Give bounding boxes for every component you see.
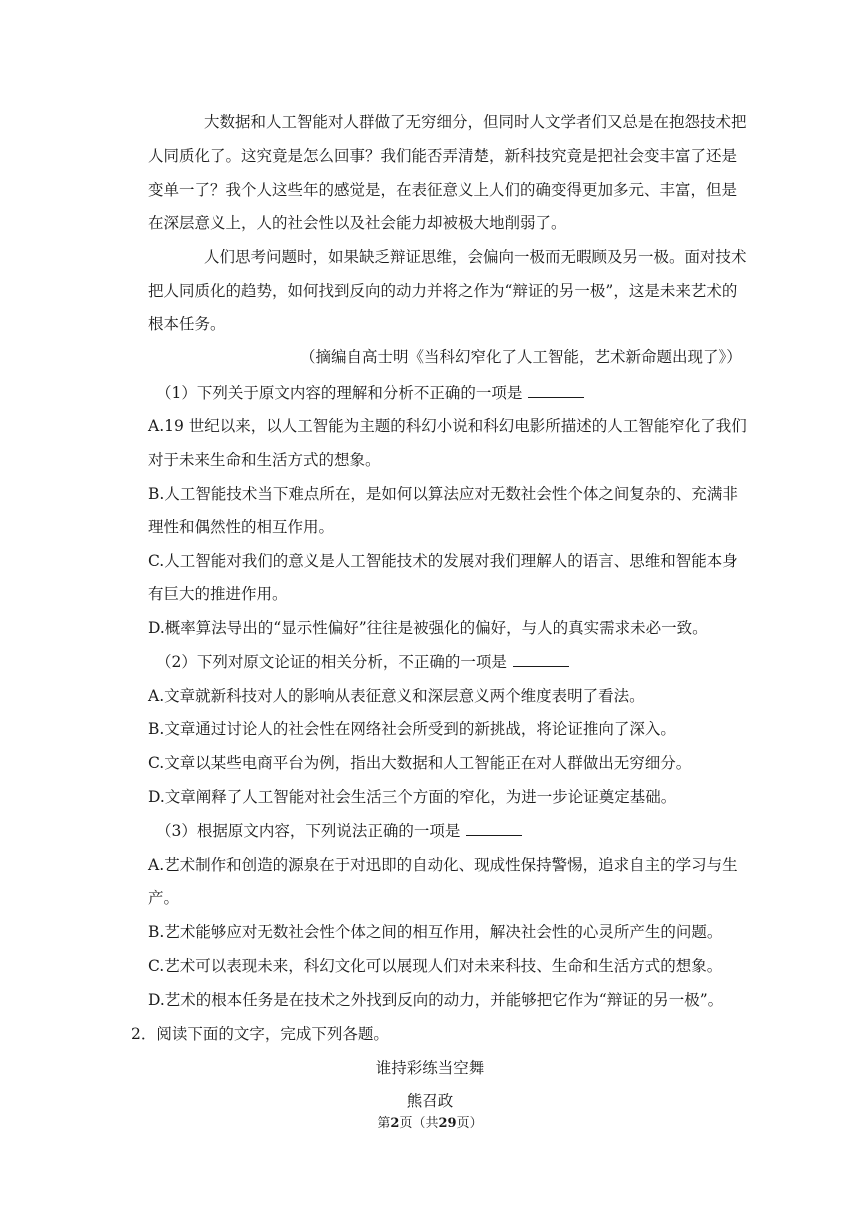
- answer-blank: [513, 652, 569, 667]
- question-stem-text: （3）根据原文内容，下列说法正确的一项是: [156, 822, 461, 840]
- passage-source: （摘编自高士明《当科幻窄化了人工智能，艺术新命题出现了》）: [300, 348, 742, 366]
- q1-option-c-cont: 有巨大的推进作用。: [148, 585, 288, 603]
- passage-line: 在深层意义上，人的社会性以及社会能力却被极大地削弱了。: [148, 214, 567, 232]
- article-author: 熊召政: [406, 1092, 454, 1110]
- q3-option-a: A.艺术制作和创造的源泉在于对迅即的自动化、现成性保持警惕，追求自主的学习与生: [148, 856, 738, 874]
- q2-option-c: C.文章以某些电商平台为例，指出大数据和人工智能正在对人群做出无穷细分。: [148, 754, 692, 772]
- question-3-stem: [156, 821, 746, 841]
- article-title: 谁持彩练当空舞: [375, 1059, 485, 1077]
- q3-option-a-cont: 产。: [148, 889, 180, 907]
- answer-blank: [466, 821, 522, 836]
- q1-option-a-cont: 对于未来生命和生活方式的想象。: [148, 451, 381, 469]
- question-stem-text: （2）下列对原文论证的相关分析，不正确的一项是: [156, 653, 507, 671]
- passage-line: 变单一了？我个人这些年的感觉是，在表征意义上人们的确变得更加多元、丰富，但是: [148, 181, 738, 199]
- page-footer: [0, 1112, 860, 1131]
- q1-option-b-cont: 理性和偶然性的相互作用。: [148, 518, 335, 536]
- q1-option-b: B.人工智能技术当下难点所在，是如何以算法应对无数社会性个体之间复杂的、充满非: [148, 485, 738, 503]
- q3-option-d: D.艺术的根本任务是在技术之外找到反向的动力，并能够把它作为“辩证的另一极”。: [148, 991, 724, 1009]
- question-2-stem: [156, 652, 746, 672]
- question-1-stem: [156, 383, 746, 403]
- q2-option-b: B.文章通过讨论人的社会性在网络社会所受到的新挑战，将论证推向了深入。: [148, 720, 676, 738]
- passage-line: 根本任务。: [148, 315, 226, 333]
- q1-option-d: D.概率算法导出的“显示性偏好”往往是被强化的偏好，与人的真实需求未必一致。: [148, 619, 708, 637]
- q3-option-c: C.艺术可以表现未来，科幻文化可以展现人们对未来科技、生命和生活方式的想象。: [148, 957, 723, 975]
- footer-page-number: 2: [390, 1116, 400, 1131]
- passage-line: 人同质化了。这究竟是怎么回事？我们能否弄清楚，新科技究竟是把社会变丰富了还是: [148, 147, 738, 165]
- footer-total-pages: 29: [438, 1116, 457, 1131]
- q1-option-c: C.人工智能对我们的意义是人工智能技术的发展对我们理解人的语言、思维和智能本身: [148, 552, 738, 570]
- q1-option-a: A.19 世纪以来，以人工智能为主题的科幻小说和科幻电影所描述的人工智能窄化了我们: [148, 417, 747, 435]
- passage-line: 人们思考问题时，如果缺乏辩证思维，会偏向一极而无暇顾及另一极。面对技术: [204, 248, 747, 266]
- q2-option-d: D.文章阐释了人工智能对社会生活三个方面的窄化，为进一步论证奠定基础。: [148, 788, 677, 806]
- q2-option-a: A.文章就新科技对人的影响从表征意义和深层意义两个维度表明了看法。: [148, 687, 645, 705]
- answer-blank: [528, 383, 584, 398]
- footer-mid: 页（共: [399, 1116, 439, 1131]
- passage-line: 把人同质化的趋势，如何找到反向的动力并将之作为“辩证的另一极”，这是未来艺术的: [148, 282, 738, 300]
- passage-line: 大数据和人工智能对人群做了无穷细分，但同时人文学者们又总是在抱怨技术把: [204, 113, 747, 131]
- question-stem-text: （1）下列关于原文内容的理解和分析不正确的一项是: [156, 384, 523, 402]
- footer-prefix: 第: [377, 1116, 391, 1131]
- q3-option-b: B.艺术能够应对无数社会性个体之间的相互作用，解决社会性的心灵所产生的问题。: [148, 923, 723, 941]
- section-2-instruction: 2．阅读下面的文字，完成下列各题。: [131, 1025, 389, 1043]
- footer-suffix: 页）: [456, 1116, 483, 1131]
